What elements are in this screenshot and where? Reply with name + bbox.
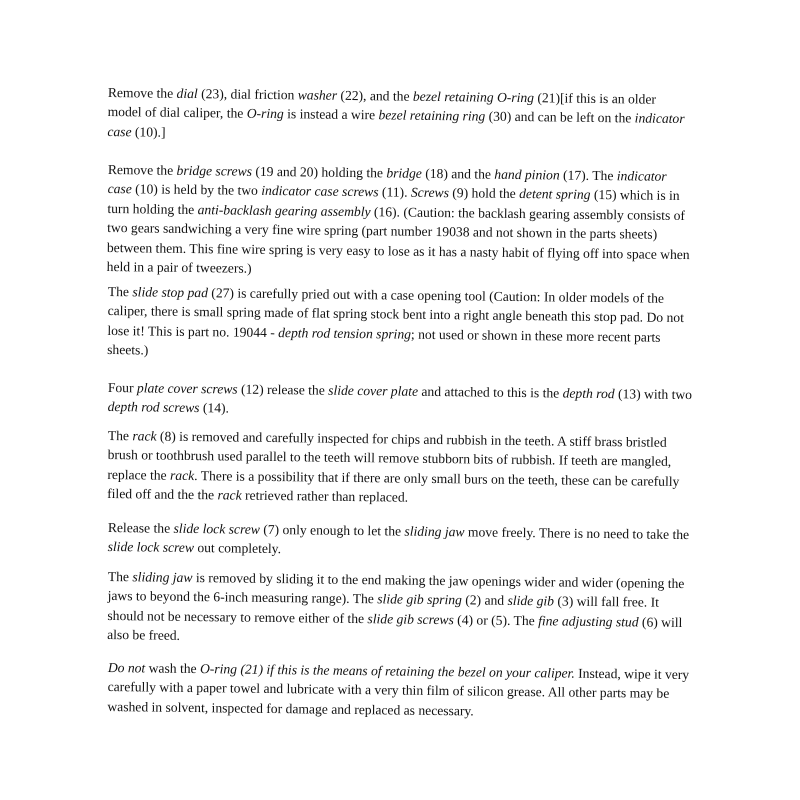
- italic-term: Do not: [107, 659, 146, 676]
- italic-term: indicator case screws: [261, 183, 379, 200]
- text-run: (14).: [199, 400, 230, 416]
- text-run: move freely. There is no need to take the: [464, 524, 690, 543]
- text-run: ; not used or shown in these more recent parts sheets.): [107, 326, 661, 358]
- italic-term: O-ring (21) if this is the means of retaining the bezel on your caliper.: [199, 661, 575, 681]
- italic-term: detent spring: [519, 186, 591, 203]
- paragraph-slide-stop-pad: [107, 282, 693, 367]
- italic-term: hand pinion: [494, 166, 560, 183]
- text-run: (13) with two: [614, 386, 693, 403]
- italic-term: slide stop pad: [132, 284, 209, 301]
- text-run: is removed by sliding it to the end making the jaw openings wider and wider (opening the jaws to beyond the 6-inch measuring range). The: [107, 570, 685, 607]
- text-run: Four: [107, 379, 138, 396]
- text-run: is instead a wire: [283, 106, 379, 123]
- italic-term: slide cover plate: [328, 382, 419, 399]
- text-run: (6) will also be freed.: [107, 614, 683, 644]
- text-run: (8) is removed and carefully inspected for chips and rubbish in the teeth. A stiff brass bristled brush or toothbrush used parallel to the teeth will remove stubborn bits of rubbish. If teeth are mangled, replace the: [107, 428, 672, 483]
- text-run: (15) which is in turn holding the: [107, 187, 680, 217]
- paragraph-rack: [107, 426, 693, 511]
- italic-term: slide gib: [507, 593, 555, 609]
- italic-term: depth rod screws: [107, 399, 200, 416]
- text-run: (17). The: [559, 167, 617, 184]
- italic-term: fine adjusting stud: [538, 613, 639, 630]
- italic-term: dial: [176, 85, 198, 102]
- text-run: Instead, wipe it very carefully with a paper towel and lubricate with a very thin film of silicon grease. All other parts may be washed in solvent, inspected for damage and replaced as necessary.: [107, 665, 690, 719]
- italic-term: rack: [132, 428, 157, 444]
- italic-term: slide lock screw: [107, 539, 195, 556]
- text-run: (19 and 20) holding the: [251, 163, 387, 181]
- italic-term: rack: [217, 487, 242, 503]
- italic-term: indicator case: [107, 110, 685, 140]
- text-run: The: [107, 568, 133, 585]
- italic-term: anti-backlash gearing assembly: [197, 201, 371, 220]
- italic-term: O-ring: [246, 106, 284, 122]
- italic-term: slide gib spring: [377, 591, 462, 608]
- paragraph-o-ring-cleaning: [107, 658, 693, 723]
- text-run: (18) and the: [421, 165, 495, 182]
- text-run: Remove the: [107, 161, 177, 178]
- text-run: retrieved rather than replaced.: [241, 487, 409, 505]
- italic-term: slide lock screw: [173, 520, 260, 537]
- text-run: (3) will fall free. It should not be necessary to remove either of the: [107, 593, 660, 626]
- text-run: (10).]: [131, 124, 166, 140]
- italic-term: sliding jaw: [404, 523, 465, 540]
- text-run: (16). (Caution: the backlash gearing assembly consists of two gears sandwiching a very fine wire spring (part number 19038 and not shown in the parts sheets) between them. This fine wire spring is very easy to lose as it has a nasty habit of flying off into space when held in a pair of tweezers.): [106, 204, 690, 276]
- text-run: The: [107, 283, 133, 300]
- italic-term: plate cover screws: [136, 380, 238, 397]
- italic-term: slide gib screws: [367, 610, 454, 628]
- text-run: Release the: [107, 519, 174, 536]
- text-run: (30) and can be left on the: [485, 109, 635, 126]
- text-run: out completely.: [193, 540, 282, 557]
- text-run: (23), dial friction: [197, 86, 298, 103]
- italic-term: washer: [297, 87, 338, 103]
- italic-term: sliding jaw: [132, 569, 193, 586]
- text-run: (7) only enough to let the: [259, 521, 405, 539]
- text-run: (11).: [378, 184, 412, 201]
- italic-term: bezel retaining ring: [378, 107, 486, 125]
- text-run: (21)[if this is an older model of dial caliper, the: [107, 90, 657, 122]
- italic-term: depth rod tension spring: [278, 324, 412, 342]
- text-run: (22), and the: [336, 87, 414, 104]
- paragraph-plate-cover-screws: [108, 378, 693, 424]
- italic-term: bridge screws: [176, 162, 253, 179]
- text-run: (4) or (5). The: [453, 612, 539, 629]
- italic-term: depth rod: [562, 385, 615, 402]
- text-run: and attached to this is the: [417, 383, 563, 401]
- text-run: wash the: [145, 660, 201, 677]
- text-run: (10) is held by the two: [131, 181, 262, 199]
- italic-term: rack: [169, 467, 195, 483]
- italic-term: bezel retaining O-ring: [412, 88, 535, 106]
- text-run: Remove the: [107, 84, 177, 101]
- text-run: (9) hold the: [448, 185, 520, 202]
- italic-term: indicator case: [107, 168, 667, 197]
- text-run: The: [107, 427, 133, 444]
- text-run: (2) and: [461, 592, 508, 609]
- paragraph-sliding-jaw: [107, 567, 693, 652]
- paragraph-slide-lock-screw: [108, 518, 693, 564]
- italic-term: bridge: [386, 165, 422, 181]
- text-run: . There is a possibility that if there are only small burs on the teeth, these can be carefully filed off and the the: [107, 467, 680, 503]
- paragraph-remove-dial: [107, 83, 693, 148]
- text-run: (27) is carefully pried out with a case opening tool (Caution: In older models of the caliper, there is small spring made of flat spring stock bent into a right angle beneath this stop pad. Do not lose it! This is part no. 19044 -: [107, 285, 685, 340]
- italic-term: Screws: [410, 185, 450, 201]
- paragraph-remove-bridge-screws: [107, 160, 693, 284]
- text-run: (12) release the: [237, 381, 329, 398]
